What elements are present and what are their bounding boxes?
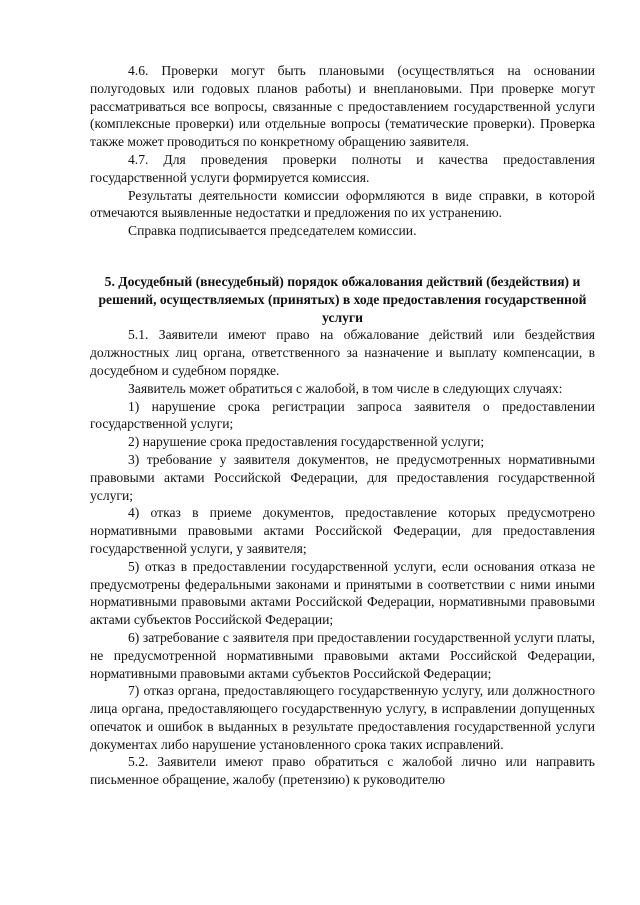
document-page: [90, 62, 595, 789]
section-5-heading: 5. Досудебный (внесудебный) порядок обжалования действий (бездействия) и решений, осуществляемых (принятых) в ходе предоставления государственной услуги: [98, 273, 587, 325]
paragraph-5-1: 5.1. Заявители имеют право на обжалование действий или бездействия должностных лиц органа, ответственного за назначение и выплату компенсации, в досудебном и судебном порядке.: [90, 327, 595, 378]
list-item-6: 6) затребование с заявителя при предоставлении государственной услуги платы, не предусмотренной нормативными правовыми актами Российской Федерации, нормативными правовыми актами субъектов Российской Федерации;: [90, 629, 595, 681]
list-item-1: 1) нарушение срока регистрации запроса заявителя о предоставлении государственной услуги;: [90, 398, 595, 432]
paragraph-certificate-signed: Справка подписывается председателем комиссии.: [128, 223, 417, 239]
list-item-3: 3) требование у заявителя документов, не предусмотренных нормативными правовыми актами Российской Федерации, для предоставления государственной услуги;: [90, 451, 595, 503]
list-item-7: 7) отказ органа, предоставляющего государственную услугу, или должностного лица органа, предоставляющего государственную услугу, в исправлении допущенных опечаток и ошибок в выданных в результате предоставления государственной услуги документах либо нарушение установленного срока таких исправлений.: [90, 683, 595, 752]
list-item-2: 2) нарушение срока предоставления государственной услуги;: [128, 434, 485, 450]
paragraph-4-6: 4.6. Проверки могут быть плановыми (осуществляться на основании полугодовых или годовых планов работы) и внеплановыми. При проверке могут рассматриваться все вопросы, связанные с предоставлением государственной услуги (комплексные проверки) или отдельные вопросы (тематические проверки). Проверка также может проводиться по конкретному обращению заявителя.: [90, 63, 595, 150]
paragraph-complaint-cases: Заявитель может обратиться с жалобой, в том числе в следующих случаях:: [128, 380, 563, 396]
paragraph-commission-results: Результаты деятельности комиссии оформляются в виде справки, в которой отмечаются выявленные недостатки и предложения по их устранению.: [90, 187, 595, 221]
paragraph-4-7: 4.7. Для проведения проверки полноты и качества предоставления государственной услуги формируется комиссия.: [90, 151, 595, 185]
paragraph-5-2: 5.2. Заявители имеют право обратиться с жалобой лично или направить письменное обращение, жалобу (претензию) к руководителю: [90, 754, 595, 788]
list-item-4: 4) отказ в приеме документов, предоставление которых предусмотрено нормативными правовыми актами Российской Федерации, для предоставления государственной услуги, у заявителя;: [90, 505, 595, 556]
list-item-5: 5) отказ в предоставлении государственной услуги, если основания отказа не предусмотрены федеральными законами и принятыми в соответствии с ними иными нормативными правовыми актами Российской Федерации, нормативными правовыми актами субъектов Российской Федерации;: [90, 558, 595, 628]
